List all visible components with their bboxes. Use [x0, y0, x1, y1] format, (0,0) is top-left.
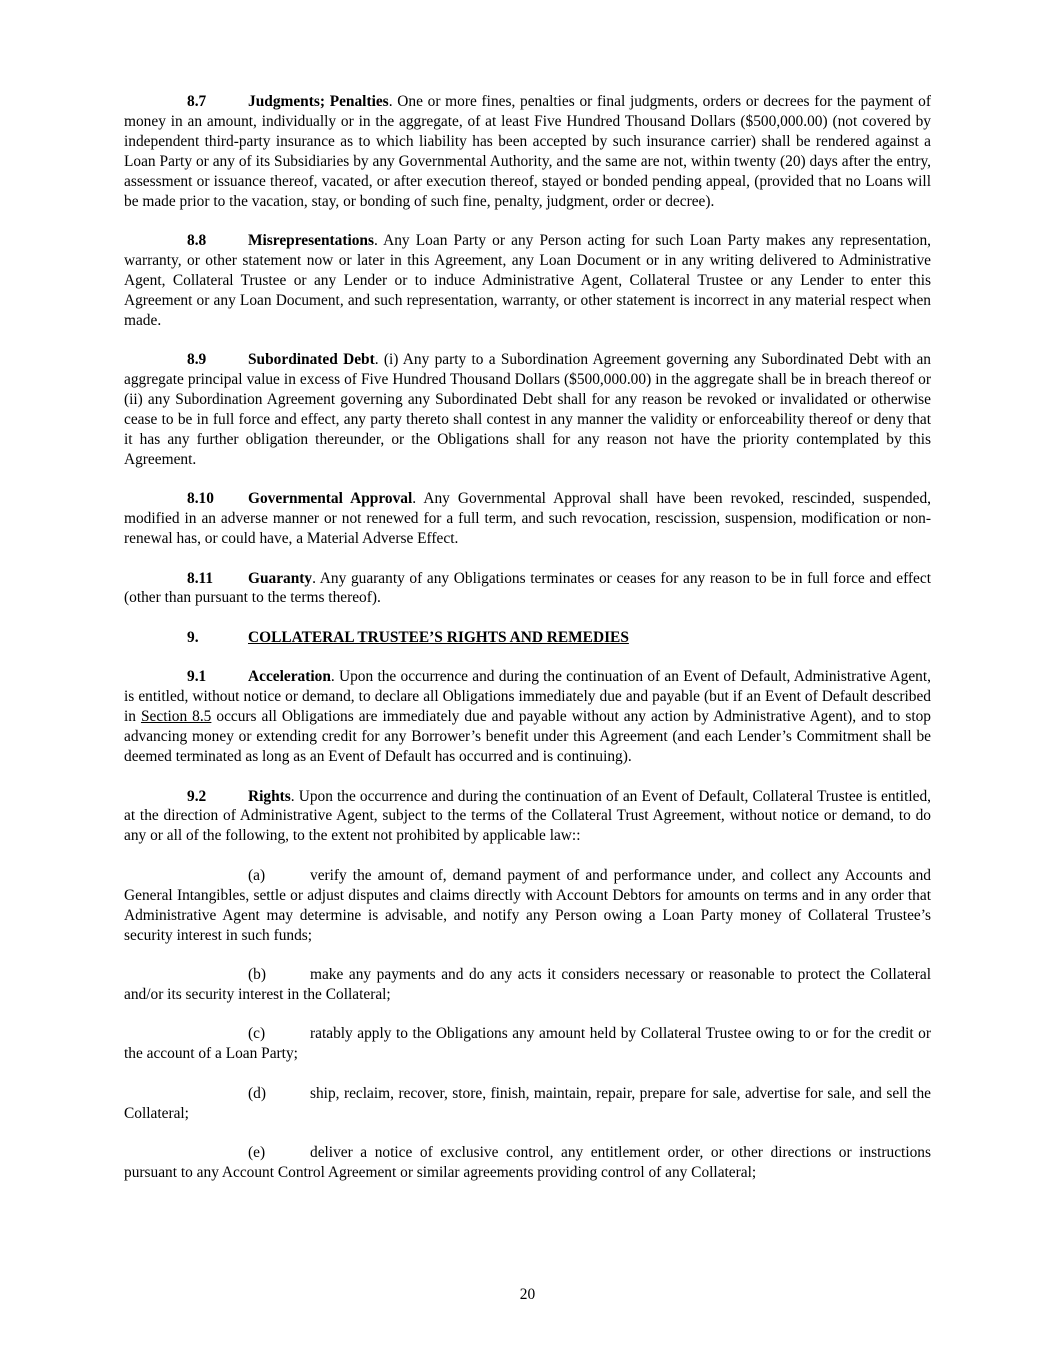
clause-text: ship, reclaim, recover, store, finish, maintain, repair, prepare for sale, advertise for sale, and sell the Collateral; — [124, 1084, 931, 1122]
section-body-continued: occurs all Obligations are immediately due and payable without any action by Administrative Agent), and to stop advancing money or extending credit for any Borrower’s benefit under this Agreement (and each Lender’s Commitment shall be deemed terminated as long as an Event of Default has occurred and is continuing). — [124, 708, 931, 766]
section-body: . One or more fines, penalties or final judgments, orders or decrees for the payment of money in an amount, individually or in the aggregate, of at least Five Hundred Thousand Dollars ($500,000.00) (not covered by independent third-party insurance as to which liability has been accepted by such insurance carrier) shall be rendered against a Loan Party or any of its Subsidiaries by any Governmental Authority, and the same are not, within twenty (20) days after the entry, assessment or issuance thereof, vacated, or after execution thereof, stayed or bonded pending appeal, (provided that no Loans will be made prior to the vacation, stay, or bonding of such fine, penalty, judgment, order or decree). — [124, 93, 932, 210]
section-8-10 — [124, 489, 931, 549]
clause-label: (e) — [248, 1144, 266, 1162]
section-body: . Upon the occurrence and during the continuation of an Event of Default, Collateral Trustee is entitled, at the direction of Administrative Agent, subject to the terms of the Collateral Trust Agreement, without notice or demand, to do any or all of the following, to the extent not prohibited by applicable law:: — [124, 787, 931, 845]
section-number: 8.8 — [187, 232, 207, 250]
section-title: Guaranty — [248, 569, 313, 587]
section-body: . Any guaranty of any Obligations terminates or ceases for any reason to be in full force and effect (other than pursuant to the terms thereof). — [124, 569, 931, 607]
clause-b — [124, 965, 931, 1005]
section-title: Subordinated Debt — [248, 351, 375, 369]
section-number: 8.7 — [187, 93, 207, 110]
clause-label: (a) — [248, 866, 266, 884]
clause-d — [124, 1084, 931, 1124]
article-title: COLLATERAL TRUSTEE’S RIGHTS AND REMEDIES — [248, 628, 629, 646]
section-8-11 — [124, 569, 931, 609]
clause-label: (c) — [248, 1025, 266, 1043]
section-body: . Any Loan Party or any Person acting for such Loan Party makes any representation, warranty, or other statement now or later in this Agreement, any Loan Document or in any writing delivered to Administrative Agent, Collateral Trustee or any Lender or to induce Administrative Agent, Collateral Trustee or any Lender to enter this Agreement or any Loan Document, and such representation, warranty, or other statement is incorrect in any material respect when made. — [124, 232, 931, 329]
section-body: . Upon the occurrence and during the continuation of an Event of Default, Administrative Agent, is entitled, without notice or demand, to declare all Obligations immediately due and payable (but if an Event of Default described in — [124, 668, 931, 726]
clause-a — [124, 866, 931, 946]
clause-label: (b) — [248, 966, 266, 984]
section-title: Governmental Approval — [248, 490, 413, 508]
page-number: 20 — [519, 1286, 536, 1303]
section-body: . (i) Any party to a Subordination Agreement governing any Subordinated Debt with an aggregate principal value in excess of Five Hundred Thousand Dollars ($500,000.00) in the aggregate shall be in breach thereof or (ii) any Subordination Agreement governing any Subordinated Debt shall for any reason be revoked or invalidated or otherwise cease to be in full force and effect, any party thereto shall contest in any manner the validity or enforceability thereof or deny that it has any further obligation thereunder, or the Obligations shall for any reason not have the priority contemplated by this Agreement. — [124, 351, 931, 468]
section-9-2 — [124, 787, 931, 847]
section-8-8 — [124, 231, 931, 331]
clause-c — [124, 1024, 931, 1064]
clause-e — [124, 1143, 931, 1183]
section-number: 8.9 — [187, 351, 207, 369]
document-page — [124, 92, 931, 1203]
section-number: 8.10 — [187, 490, 214, 508]
section-title: Misrepresentations — [248, 232, 374, 250]
clause-text: verify the amount of, demand payment of and performance under, and collect any Accounts and General Intangibles, settle or adjust disputes and claims directly with Account Debtors for amounts on terms and in any order that Administrative Agent may determine is advisable, and notify any Person owing a Loan Party money of Collateral Trustee’s security interest in such funds; — [124, 866, 931, 944]
clause-text: deliver a notice of exclusive control, any entitlement order, or other directions or instructions pursuant to any Account Control Agreement or similar agreements providing control of any Collateral; — [124, 1144, 931, 1182]
section-cross-reference: Section 8.5 — [140, 708, 212, 726]
section-number: 9.2 — [187, 787, 207, 805]
section-8-7 — [124, 92, 931, 211]
article-number: 9. — [187, 628, 199, 646]
clause-text: ratably apply to the Obligations any amount held by Collateral Trustee owing to or for the credit or the account of a Loan Party; — [124, 1025, 931, 1063]
section-number: 8.11 — [187, 569, 214, 587]
article-9-heading — [124, 628, 931, 648]
section-title: Judgments; Penalties — [248, 93, 389, 110]
clause-label: (d) — [248, 1084, 266, 1102]
section-title: Acceleration — [248, 668, 331, 686]
section-9-1 — [124, 667, 931, 767]
section-8-9 — [124, 350, 931, 469]
clause-text: make any payments and do any acts it considers necessary or reasonable to protect the Collateral and/or its security interest in the Collateral; — [124, 966, 931, 1003]
section-number: 9.1 — [187, 668, 207, 686]
section-body: . Any Governmental Approval shall have been revoked, rescinded, suspended, modified in an adverse manner or not renewed for a full term, and such revocation, rescission, suspension, modification or non-renewal has, or could have, a Material Adverse Effect. — [124, 490, 931, 547]
section-title: Rights — [248, 787, 291, 805]
